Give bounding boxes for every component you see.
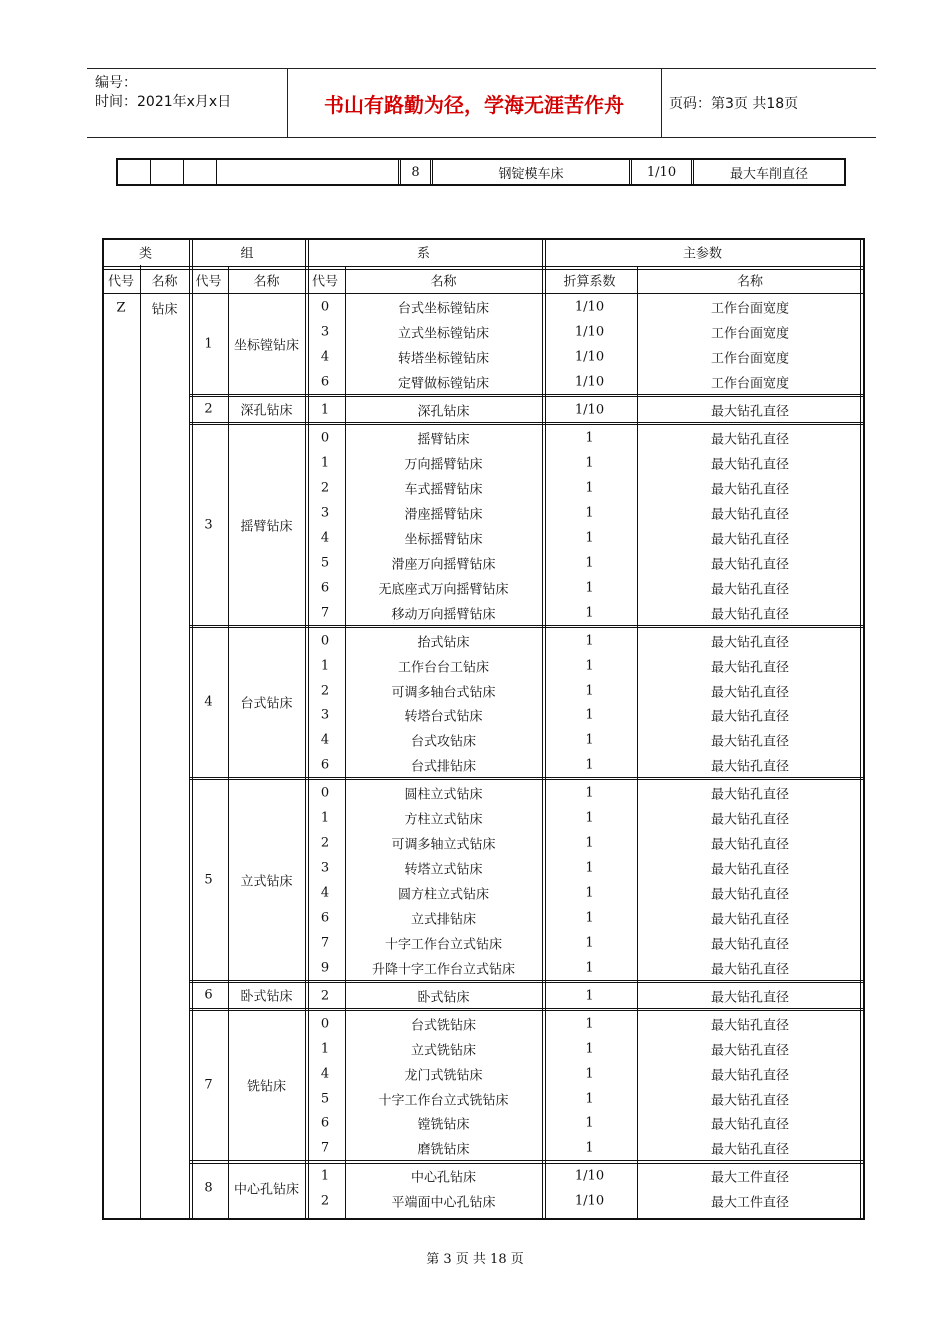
- main-param-name: 最大钻孔直径: [710, 887, 790, 903]
- series-name: 转塔坐标镗钻床: [397, 351, 490, 367]
- conversion-factor: 1: [585, 658, 594, 674]
- main-param-name: 最大钻孔直径: [710, 532, 790, 548]
- conversion-factor: 1: [585, 960, 594, 976]
- conversion-factor: 1/10: [574, 374, 605, 390]
- main-param-name: 工作台面宽度: [710, 376, 790, 392]
- column-rule: [140, 265, 141, 1218]
- header-page-info: 页码：第3页 共18页: [669, 96, 799, 112]
- series-name: 圆柱立式钻床: [404, 787, 483, 803]
- main-param-name: 最大钻孔直径: [710, 1117, 790, 1133]
- main-param-name: 最大钻孔直径: [710, 787, 790, 803]
- series-code: 7: [320, 935, 330, 951]
- group-separator: [189, 980, 863, 981]
- conversion-factor: 1: [585, 810, 594, 826]
- series-name: 升降十字工作台立式钻床: [371, 962, 516, 978]
- group-name: 摇臂钻床: [240, 519, 293, 534]
- main-param-name: 最大钻孔直径: [710, 582, 790, 598]
- main-param-name: 最大钻孔直径: [710, 962, 790, 978]
- group-separator: [189, 1163, 863, 1164]
- main-param-name: 最大钻孔直径: [710, 937, 790, 953]
- conversion-factor: 1: [585, 605, 594, 621]
- conversion-factor: 1: [585, 430, 594, 446]
- series-name: 台式攻钻床: [410, 734, 477, 750]
- header-meta: [87, 69, 288, 137]
- series-code: 6: [320, 910, 330, 926]
- subheader-class-name: 名称: [151, 274, 178, 290]
- column-rule: [545, 238, 546, 1218]
- main-param-name: 工作台面宽度: [710, 351, 790, 367]
- series-code: 0: [320, 430, 330, 446]
- date-label: 时间：2021年x月x日: [95, 94, 232, 110]
- series-code: 5: [320, 1091, 330, 1107]
- class-code: Z: [116, 300, 126, 316]
- page-footer: 第 3 页 共 18 页: [426, 1252, 524, 1267]
- conversion-factor: 1: [585, 530, 594, 546]
- group-code: 8: [204, 1180, 213, 1196]
- series-name: 龙门式铣钻床: [404, 1068, 483, 1084]
- group-separator: [189, 396, 863, 397]
- series-name: 十字工作台立式铣钻床: [378, 1093, 509, 1109]
- group-separator: [189, 777, 863, 778]
- series-name: 立式坐标镗钻床: [397, 326, 490, 342]
- series-name: 摇臂钻床: [417, 432, 470, 448]
- conversion-factor: 1: [585, 732, 594, 748]
- group-code: 4: [204, 694, 213, 710]
- group-code: 1: [204, 336, 213, 352]
- conversion-factor: 1: [585, 555, 594, 571]
- conversion-factor: 1: [585, 1041, 594, 1057]
- group-separator: [189, 394, 863, 395]
- series-code: 9: [320, 960, 330, 976]
- group-code: 6: [204, 987, 213, 1003]
- group-separator: [189, 627, 863, 628]
- series-name: 坐标摇臂钻床: [404, 532, 483, 548]
- main-param-name: 最大钻孔直径: [710, 660, 790, 676]
- group-code: 7: [204, 1077, 213, 1093]
- main-param-name: 最大钻孔直径: [710, 404, 790, 420]
- empty-cell: [151, 160, 184, 184]
- table-border-top: [102, 238, 863, 240]
- empty-cell: [118, 160, 151, 184]
- series-code: 1: [320, 658, 330, 674]
- column-rule: [637, 266, 638, 1218]
- series-name: 方柱立式钻床: [404, 812, 483, 828]
- group-separator: [189, 625, 863, 626]
- group-name: 台式钻床: [240, 696, 293, 712]
- subheader-param-name: 名称: [736, 274, 764, 290]
- class-name: 钻床: [151, 302, 178, 318]
- series-name: 工作台台工钻床: [397, 660, 490, 676]
- series-name: 万向摇臂钻床: [404, 457, 483, 473]
- main-param-name: 最大钻孔直径: [710, 1093, 790, 1109]
- series-code: 0: [320, 633, 330, 649]
- subheader-series-name: 名称: [430, 274, 457, 290]
- series-name: 磨铣钻床: [417, 1142, 470, 1158]
- group-name: 中心孔钻床: [233, 1182, 300, 1198]
- main-param-name: 最大钻孔直径: [710, 635, 790, 651]
- series-code: 4: [320, 732, 330, 748]
- series-code: 2: [320, 1193, 330, 1209]
- group-code: 5: [204, 872, 213, 887]
- group-name: 坐标镗钻床: [233, 338, 300, 354]
- series-code: 2: [320, 683, 330, 699]
- empty-cell: [217, 160, 401, 184]
- series-name: 滑座摇臂钻床: [404, 507, 483, 523]
- conversion-factor: 1/10: [574, 402, 605, 418]
- column-rule: [228, 266, 229, 1218]
- column-rule: [189, 238, 190, 1218]
- main-param-name: 最大钻孔直径: [710, 812, 790, 828]
- series-code: 5: [320, 555, 330, 571]
- main-param-name: 最大工件直径: [710, 1170, 790, 1186]
- group-separator: [189, 1008, 863, 1009]
- series-code: 0: [320, 1016, 330, 1032]
- conversion-factor: 1: [585, 480, 594, 496]
- table-border-bottom: [102, 1218, 863, 1220]
- series-name: 镗铣钻床: [417, 1117, 470, 1133]
- series-code: 1: [320, 810, 330, 826]
- series-code: 2: [320, 480, 330, 496]
- main-param-name: 最大钻孔直径: [710, 759, 790, 775]
- series-code: 0: [320, 785, 330, 801]
- series-name: 圆方柱立式钻床: [397, 887, 490, 903]
- column-rule: [542, 238, 543, 1218]
- group-separator: [189, 422, 863, 423]
- column-rule: [192, 238, 193, 1218]
- main-param-name: 最大钻孔直径: [710, 557, 790, 573]
- series-code: 4: [320, 885, 330, 901]
- conversion-factor: 1: [585, 988, 594, 1004]
- series-name: 定臂做标镗钻床: [397, 376, 490, 392]
- series-code: 0: [320, 299, 330, 315]
- group-name: 铣钻床: [246, 1079, 287, 1095]
- series-code: 3: [320, 860, 330, 876]
- main-param-name: 最大钻孔直径: [710, 432, 790, 448]
- main-param-name: 最大钻孔直径: [710, 685, 790, 701]
- series-name: 转塔台式钻床: [404, 709, 483, 725]
- conversion-factor: 1: [585, 633, 594, 649]
- main-param-name: 工作台面宽度: [710, 301, 790, 317]
- conversion-factor: 1/10: [574, 299, 605, 315]
- column-rule: [860, 238, 861, 1218]
- header-group: 组: [240, 246, 254, 262]
- conversion-factor: 1: [585, 885, 594, 901]
- series-name: 十字工作台立式钻床: [384, 937, 503, 953]
- conversion-factor: 1: [585, 910, 594, 926]
- conversion-factor: 1/10: [574, 1193, 605, 1209]
- series-code: 3: [320, 707, 330, 723]
- column-rule: [345, 266, 346, 1218]
- series-code: 6: [320, 757, 330, 773]
- conversion-factor: 1: [585, 785, 594, 801]
- header-class: 类: [138, 246, 153, 262]
- group-separator: [189, 1160, 863, 1161]
- conversion-factor: 1: [585, 683, 594, 699]
- series-code: 6: [320, 1115, 330, 1131]
- header-motto: 书山有路勤为径，学海无涯苦作舟: [287, 69, 662, 137]
- main-param-name: 最大钻孔直径: [710, 1142, 790, 1158]
- table-rule: [102, 293, 863, 294]
- group-name: 深孔钻床: [240, 403, 293, 419]
- carry-param: 最大车削直径: [729, 166, 808, 182]
- series-name: 台式坐标镗钻床: [397, 301, 490, 317]
- conversion-factor: 1/10: [574, 324, 605, 340]
- series-code: 1: [320, 1168, 330, 1184]
- series-code: 6: [320, 580, 330, 596]
- series-code: 7: [320, 605, 330, 621]
- conversion-factor: 1: [585, 505, 594, 521]
- subheader-series-code: 代号: [311, 274, 339, 290]
- group-code: 2: [204, 401, 213, 417]
- series-code: 6: [320, 374, 330, 390]
- series-name: 移动万向摇臂钻床: [391, 607, 496, 623]
- column-rule: [305, 238, 306, 1218]
- series-name: 台式铣钻床: [410, 1018, 477, 1034]
- main-param-name: 最大钻孔直径: [710, 709, 790, 725]
- main-param-name: 最大钻孔直径: [710, 1043, 790, 1059]
- conversion-factor: 1: [585, 835, 594, 851]
- conversion-factor: 1: [585, 1016, 594, 1032]
- carry-factor: 1/10: [632, 160, 694, 184]
- conversion-factor: 1/10: [574, 1168, 605, 1184]
- header-main-param: 主参数: [682, 246, 723, 262]
- table-rule: [102, 269, 863, 270]
- series-name: 滑座万向摇臂钻床: [391, 557, 496, 573]
- series-code: 3: [320, 324, 330, 340]
- group-separator: [189, 1010, 863, 1011]
- conversion-factor: 1/10: [574, 349, 605, 365]
- group-name: 立式钻床: [240, 874, 293, 889]
- conversion-factor: 1: [585, 1115, 594, 1131]
- series-name: 立式铣钻床: [410, 1043, 477, 1059]
- conversion-factor: 1: [585, 757, 594, 773]
- column-rule: [308, 238, 309, 1218]
- series-name: 平端面中心孔钻床: [391, 1195, 496, 1211]
- series-code: 4: [320, 1066, 330, 1082]
- conversion-factor: 1: [585, 1140, 594, 1156]
- series-name: 台式排钻床: [410, 759, 477, 775]
- main-param-name: 工作台面宽度: [710, 326, 790, 342]
- series-name: 转塔立式钻床: [404, 862, 483, 878]
- group-code: 3: [204, 517, 213, 532]
- main-param-name: 最大工件直径: [710, 1195, 790, 1211]
- group-separator: [189, 779, 863, 780]
- conversion-factor: 1: [585, 455, 594, 471]
- group-separator: [189, 982, 863, 983]
- page-header: [87, 68, 876, 138]
- series-code: 2: [320, 988, 330, 1004]
- main-param-name: 最大钻孔直径: [710, 482, 790, 498]
- main-param-name: 最大钻孔直径: [710, 990, 790, 1006]
- subheader-group-code: 代号: [195, 274, 222, 290]
- subheader-group-name: 名称: [253, 274, 280, 290]
- series-name: 可调多轴台式钻床: [391, 685, 496, 701]
- main-param-name: 最大钻孔直径: [710, 862, 790, 878]
- series-code: 4: [320, 530, 330, 546]
- main-param-name: 最大钻孔直径: [710, 837, 790, 853]
- series-name: 卧式钻床: [417, 990, 470, 1006]
- main-param-name: 最大钻孔直径: [710, 734, 790, 750]
- series-code: 7: [320, 1140, 330, 1156]
- series-code: 1: [320, 455, 330, 471]
- conversion-factor: 1: [585, 1091, 594, 1107]
- group-name: 卧式钻床: [240, 989, 293, 1005]
- group-separator: [189, 424, 863, 425]
- header-series: 系: [416, 246, 431, 262]
- table-border-left: [102, 238, 104, 1220]
- conversion-factor: 1: [585, 580, 594, 596]
- conversion-factor: 1: [585, 707, 594, 723]
- series-code: 2: [320, 835, 330, 851]
- main-param-name: 最大钻孔直径: [710, 1018, 790, 1034]
- carry-code: 8: [401, 160, 433, 184]
- table-rule: [102, 266, 863, 267]
- series-name: 抬式钻床: [417, 635, 470, 651]
- main-param-name: 最大钻孔直径: [710, 457, 790, 473]
- series-name: 中心孔钻床: [410, 1170, 477, 1186]
- number-label: 编号：: [95, 75, 137, 91]
- series-name: 可调多轴立式钻床: [391, 837, 496, 853]
- series-code: 3: [320, 505, 330, 521]
- carry-over-row: [116, 158, 846, 186]
- main-param-name: 最大钻孔直径: [710, 507, 790, 523]
- main-param-name: 最大钻孔直径: [710, 607, 790, 623]
- subheader-class-code: 代号: [107, 274, 135, 290]
- subheader-factor: 折算系数: [563, 274, 616, 290]
- series-name: 车式摇臂钻床: [404, 482, 483, 498]
- series-name: 无底座式万向摇臂钻床: [378, 582, 509, 598]
- series-code: 4: [320, 349, 330, 365]
- conversion-factor: 1: [585, 860, 594, 876]
- empty-cell: [184, 160, 217, 184]
- conversion-factor: 1: [585, 935, 594, 951]
- main-param-name: 最大钻孔直径: [710, 912, 790, 928]
- conversion-factor: 1: [585, 1066, 594, 1082]
- table-border-right: [863, 238, 865, 1220]
- series-name: 立式排钻床: [410, 912, 477, 928]
- series-code: 1: [320, 1041, 330, 1057]
- carry-name: 钢锭模车床: [433, 160, 632, 184]
- series-name: 深孔钻床: [417, 404, 470, 420]
- series-code: 1: [320, 402, 330, 418]
- main-param-name: 最大钻孔直径: [710, 1068, 790, 1084]
